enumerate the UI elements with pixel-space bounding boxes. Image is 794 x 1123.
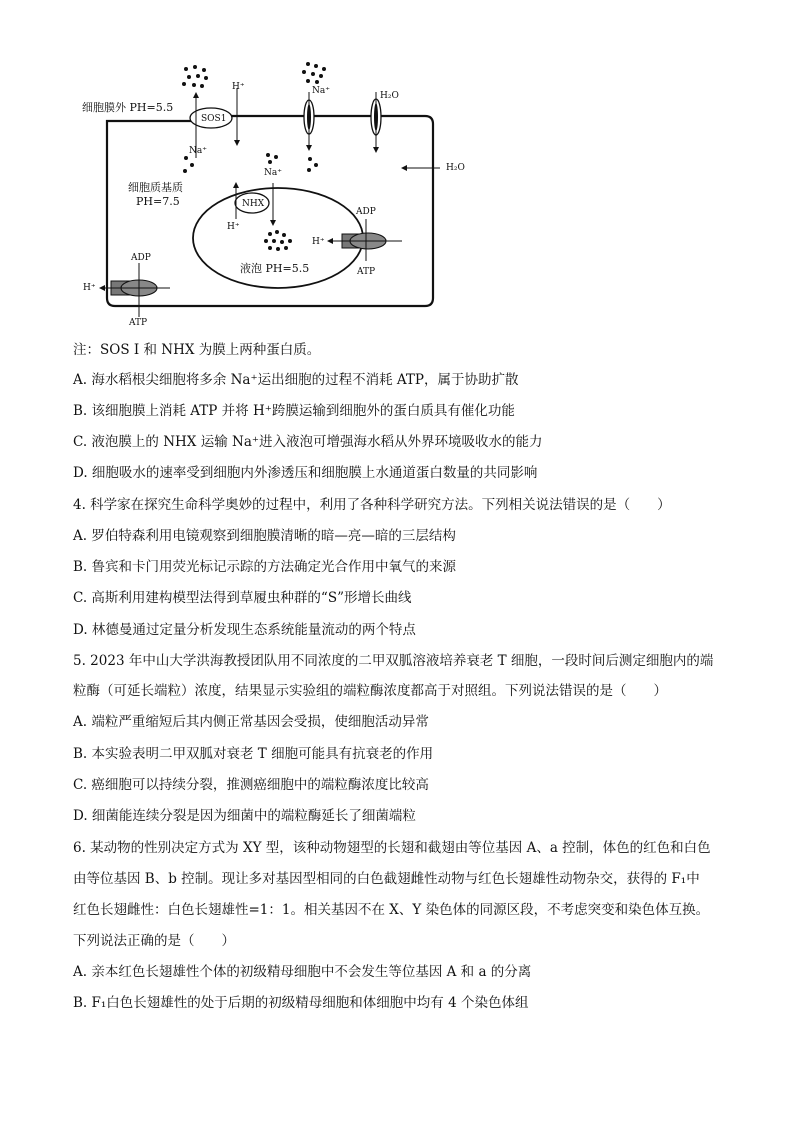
q6-option-a: A. 亲本红色长翅雄性个体的初级精母细胞中不会发生等位基因 A 和 a 的分离: [73, 964, 532, 980]
channel-water-label: H₂O: [380, 91, 399, 101]
q3-option-d: D. 细胞吸水的速率受到细胞内外渗透压和细胞膜上水通道蛋白数量的共同影响: [73, 465, 538, 481]
vacuole-h-label: H⁺: [312, 237, 325, 247]
outside-ph-label: 细胞膜外 PH=5.5: [82, 101, 174, 114]
outside-water-label: H₂O: [446, 163, 465, 173]
vacuole-adp-label: ADP: [356, 207, 376, 217]
nhx-label: NHX: [242, 199, 265, 209]
q4-option-a: A. 罗伯特森利用电镜观察到细胞膜清晰的暗—亮—暗的三层结构: [73, 528, 456, 544]
q3-option-b: B. 该细胞膜上消耗 ATP 并将 H⁺跨膜运输到细胞外的蛋白质具有催化功能: [73, 403, 515, 419]
membrane-adp-label: ADP: [131, 253, 151, 263]
q6-option-b: B. F₁白色长翅雄性的处于后期的初级精母细胞和体细胞中均有 4 个染色体组: [73, 995, 529, 1011]
q4-option-d: D. 林德曼通过定量分析发现生态系统能量流动的两个特点: [73, 622, 416, 638]
channel-na-label: Na⁺: [312, 86, 330, 96]
sos1-h-label: H⁺: [232, 82, 245, 92]
cell-transport-diagram: [80, 55, 480, 355]
nhx-na-label: Na⁺: [264, 168, 282, 178]
q4-option-b: B. 鲁宾和卡门用荧光标记示踪的方法确定光合作用中氧气的来源: [73, 559, 457, 575]
q6-stem-line2: 由等位基因 B、b 控制。现让多对基因型相同的白色截翅雌性动物与红色长翅雄性动物杂交，获得的 F₁中: [73, 871, 700, 887]
q5-option-b: B. 本实验表明二甲双胍对衰老 T 细胞可能具有抗衰老的作用: [73, 746, 434, 762]
q4-option-c: C. 高斯利用建构模型法得到草履虫种群的“S”形增长曲线: [73, 590, 412, 606]
figure-note: 注：SOS I 和 NHX 为膜上两种蛋白质。: [73, 342, 321, 358]
membrane-atp-label: ATP: [129, 318, 148, 328]
sos1-na-label: Na⁺: [189, 146, 207, 156]
nhx-h-label: H⁺: [227, 222, 240, 232]
membrane-h-label: H⁺: [83, 283, 96, 293]
sos1-label: SOS1: [201, 114, 227, 124]
vacuole-ph-label: 液泡 PH=5.5: [240, 262, 310, 275]
q5-option-a: A. 端粒严重缩短后其内侧正常基因会受损，使细胞活动异常: [73, 714, 429, 730]
q6-stem-line3: 红色长翅雌性：白色长翅雄性=1：1。相关基因不在 X、Y 染色体的同源区段，不考虑突变和染色体互换。: [73, 902, 710, 918]
q3-option-c: C. 液泡膜上的 NHX 运输 Na⁺进入液泡可增强海水稻从外界环境吸收水的能力: [73, 434, 543, 450]
cytoplasm-ph-label: PH=7.5: [136, 195, 180, 208]
q5-option-c: C. 癌细胞可以持续分裂，推测癌细胞中的端粒酶浓度比较高: [73, 777, 429, 793]
q3-option-a: A. 海水稻根尖细胞将多余 Na⁺运出细胞的过程不消耗 ATP，属于协助扩散: [73, 372, 519, 388]
cell-membrane: [107, 116, 433, 306]
q5-stem-line1: 5. 2023 年中山大学洪海教授团队用不同浓度的二甲双胍溶液培养衰老 T 细胞，一段时间后测定细胞内的端: [73, 653, 714, 669]
q6-stem-line4: 下列说法正确的是（ ）: [73, 933, 235, 949]
vacuole-atp-label: ATP: [357, 267, 376, 277]
q6-stem-line1: 6. 某动物的性别决定方式为 XY 型，该种动物翅型的长翅和截翅由等位基因 A、a 控制，体色的红色和白色: [73, 840, 711, 856]
q4-stem: 4. 科学家在探究生命科学奥妙的过程中，利用了各种科学研究方法。下列相关说法错误的是（ ）: [73, 497, 671, 513]
q5-option-d: D. 细菌能连续分裂是因为细菌中的端粒酶延长了细菌端粒: [73, 808, 416, 824]
q5-stem-line2: 粒酶（可延长端粒）浓度，结果显示实验组的端粒酶浓度都高于对照组。下列说法错误的是（ ）: [73, 683, 667, 699]
cytoplasm-label: 细胞质基质: [128, 181, 183, 194]
